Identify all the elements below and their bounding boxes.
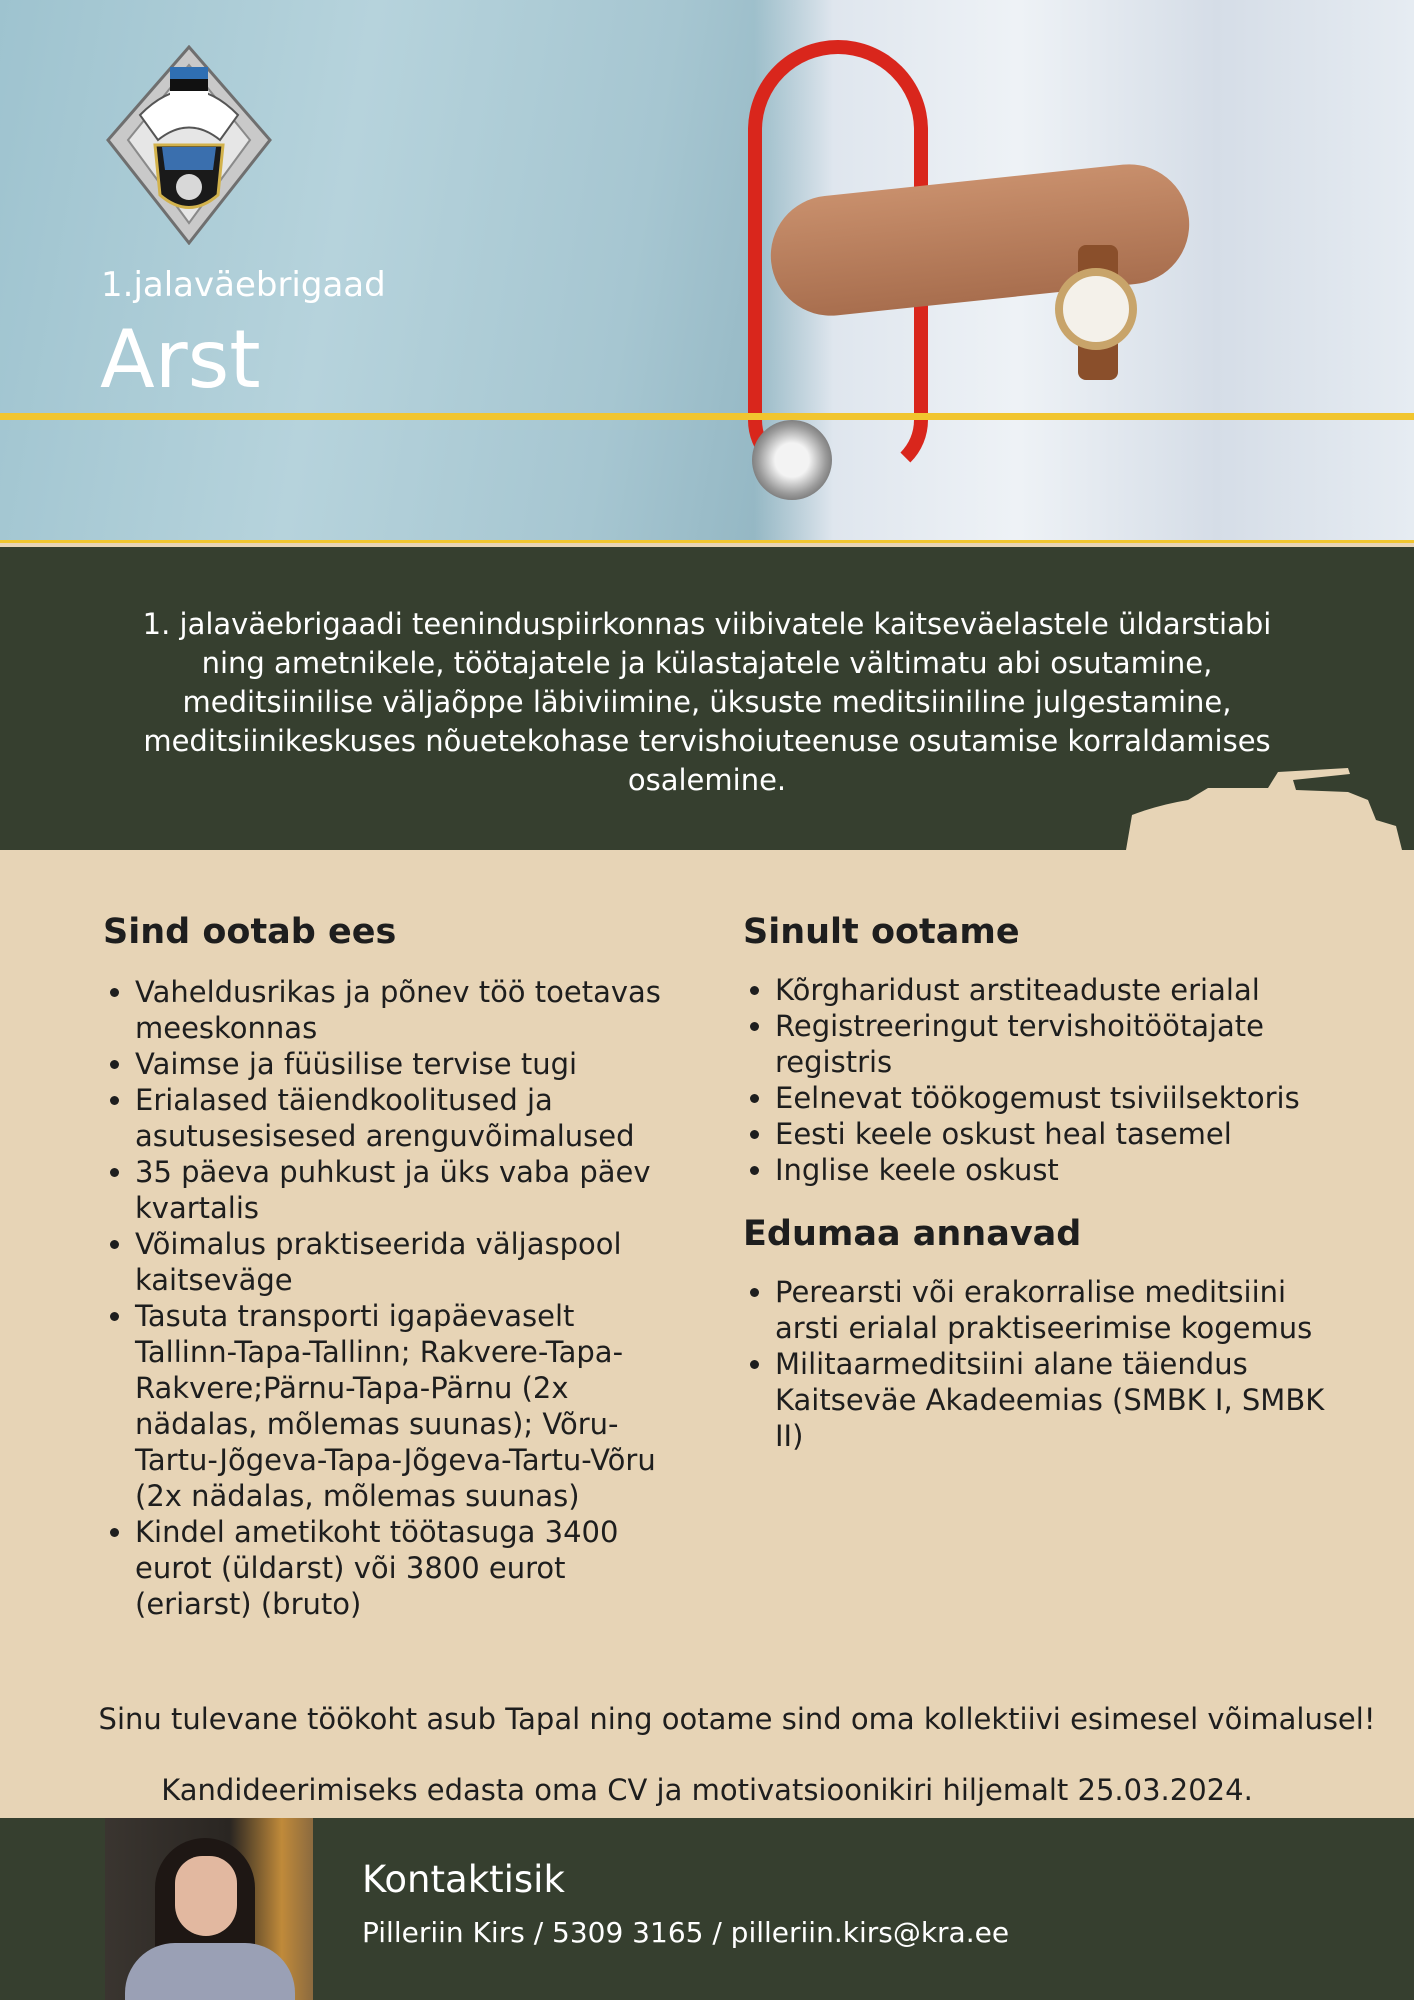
tank-silhouette-icon bbox=[1118, 760, 1408, 850]
offer-list bbox=[103, 974, 663, 1622]
list-item: • Erialased täiendkoolitused ja asutusesisesed arenguvõimalused bbox=[135, 1082, 663, 1154]
advantages-heading: Edumaa annavad bbox=[743, 1214, 1082, 1254]
unit-name: 1.jalaväebrigaad bbox=[101, 265, 386, 305]
contact-details[interactable]: Pilleriin Kirs / 5309 3165 / pilleriin.kirs@kra.ee bbox=[362, 1916, 1010, 1949]
list-item: • Vaheldusrikas ja põnev töö toetavas meeskonnas bbox=[135, 974, 663, 1046]
requirements-column bbox=[743, 912, 1343, 1454]
list-item: • Registreeringut tervishoitöötajate registris bbox=[775, 1008, 1343, 1080]
offer-column bbox=[103, 912, 663, 1622]
location-note: Sinu tulevane töökoht asub Tapal ning ootame sind oma kollektiivi esimesel võimalusel! bbox=[98, 1702, 1376, 1736]
gold-divider bbox=[0, 413, 1414, 420]
requirements-list bbox=[743, 972, 1343, 1188]
contact-photo bbox=[105, 1818, 313, 2000]
requirements-heading: Sinult ootame bbox=[743, 912, 1020, 952]
list-item: • Tasuta transporti igapäevaselt Tallinn-Tapa-Tallinn; Rakvere-Tapa-Rakvere;Pärnu-Tapa-Pärnu (2x nädalas, mõlemas suunas); Võru-Tartu-Jõgeva-Tapa-Jõgeva-Tartu-Võru (2x nädalas, mõlemas suunas) bbox=[135, 1298, 663, 1514]
list-item: • Inglise keele oskust bbox=[775, 1152, 1343, 1188]
list-item: • Kõrgharidust arstiteaduste erialal bbox=[775, 972, 1343, 1008]
list-item: • Vaimse ja füüsilise tervise tugi bbox=[135, 1046, 663, 1082]
application-note: Kandideerimiseks edasta oma CV ja motivatsioonikiri hiljemalt 25.03.2024. bbox=[161, 1773, 1253, 1807]
advantages-list bbox=[743, 1274, 1343, 1454]
list-item: • Eesti keele oskust heal tasemel bbox=[775, 1116, 1343, 1152]
contact-label: Kontaktisik bbox=[362, 1858, 565, 1901]
hero-banner bbox=[0, 0, 1414, 543]
stethoscope-head-icon bbox=[752, 420, 832, 500]
list-item: • Eelnevat töökogemust tsiviilsektoris bbox=[775, 1080, 1343, 1116]
gold-divider bbox=[0, 540, 1414, 543]
list-item: • Militaarmeditsiini alane täiendus Kaitseväe Akadeemias (SMBK I, SMBK II) bbox=[775, 1346, 1343, 1454]
list-item: • Kindel ametikoht töötasuga 3400 eurot (üldarst) või 3800 eurot (eriarst) (bruto) bbox=[135, 1514, 663, 1622]
brigade-crest-icon bbox=[100, 45, 278, 245]
watch-icon bbox=[1055, 268, 1137, 350]
offer-heading: Sind ootab ees bbox=[103, 912, 397, 952]
job-description: 1. jalaväebrigaadi teeninduspiirkonnas viibivatele kaitseväelastele üldarstiabi ning ametnikele, töötajatele ja külastajatele vältimatu abi osutamine, meditsiinilise väljaõppe läbiviimine, üksuste meditsiiniline julgestamine, meditsiinikeskuses nõuetekohase tervishoiuteenuse osutamise korraldamises osalemine. bbox=[142, 607, 1272, 797]
list-item: • 35 päeva puhkust ja üks vaba päev kvartalis bbox=[135, 1154, 663, 1226]
contact-footer bbox=[0, 1818, 1414, 2000]
list-item: • Perearsti või erakorralise meditsiini arsti erialal praktiseerimise kogemus bbox=[775, 1274, 1343, 1346]
job-title: Arst bbox=[100, 313, 261, 406]
list-item: • Võimalus praktiseerida väljaspool kaitseväge bbox=[135, 1226, 663, 1298]
